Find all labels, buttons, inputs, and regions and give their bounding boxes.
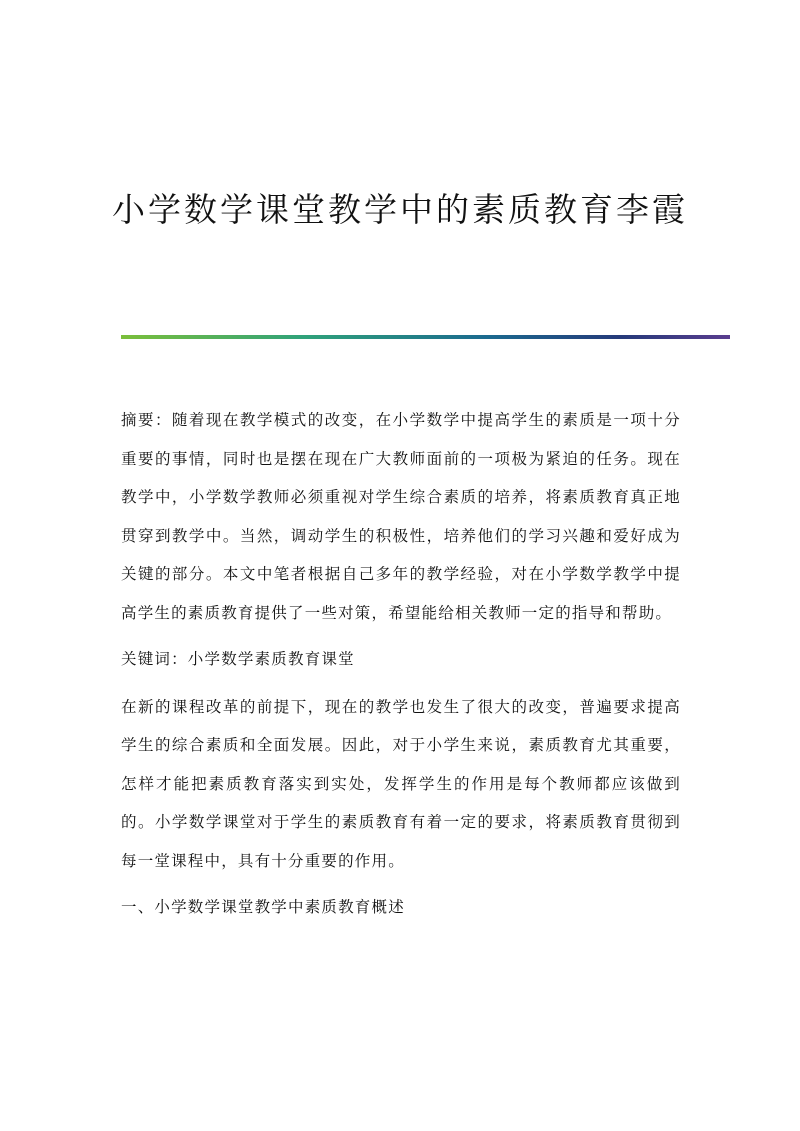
keywords-line: 关键词：小学数学素质教育课堂 bbox=[121, 650, 355, 668]
intro-paragraph: 在新的课程改革的前提下，现在的教学也发生了很大的改变，普遍要求提高学生的综合素质和全面发展。因此，对于小学生来说，素质教育尤其重要，怎样才能把素质教育落实到实处，发挥学生的作用是每个教师都应该做到的。小学数学课堂对于学生的素质教育有着一定的要求，将素质教育贯彻到每一堂课程中，具有十分重要的作用。 bbox=[121, 697, 681, 870]
document-body bbox=[121, 401, 681, 935]
section-heading-1: 一、小学数学课堂教学中素质教育概述 bbox=[121, 898, 405, 916]
document-title: 小学数学课堂教学中的素质教育李霞 bbox=[112, 190, 688, 229]
title-divider bbox=[121, 335, 730, 339]
abstract-paragraph: 摘要：随着现在教学模式的改变，在小学数学中提高学生的素质是一项十分重要的事情，同时也是摆在现在广大教师面前的一项极为紧迫的任务。现在教学中，小学数学教师必须重视对学生综合素质的培养，将素质教育真正地贯穿到教学中。当然，调动学生的积极性，培养他们的学习兴趣和爱好成为关键的部分。本文中笔者根据自己多年的教学经验，对在小学数学教学中提高学生的素质教育提供了一些对策，希望能给相关教师一定的指导和帮助。 bbox=[121, 411, 681, 622]
